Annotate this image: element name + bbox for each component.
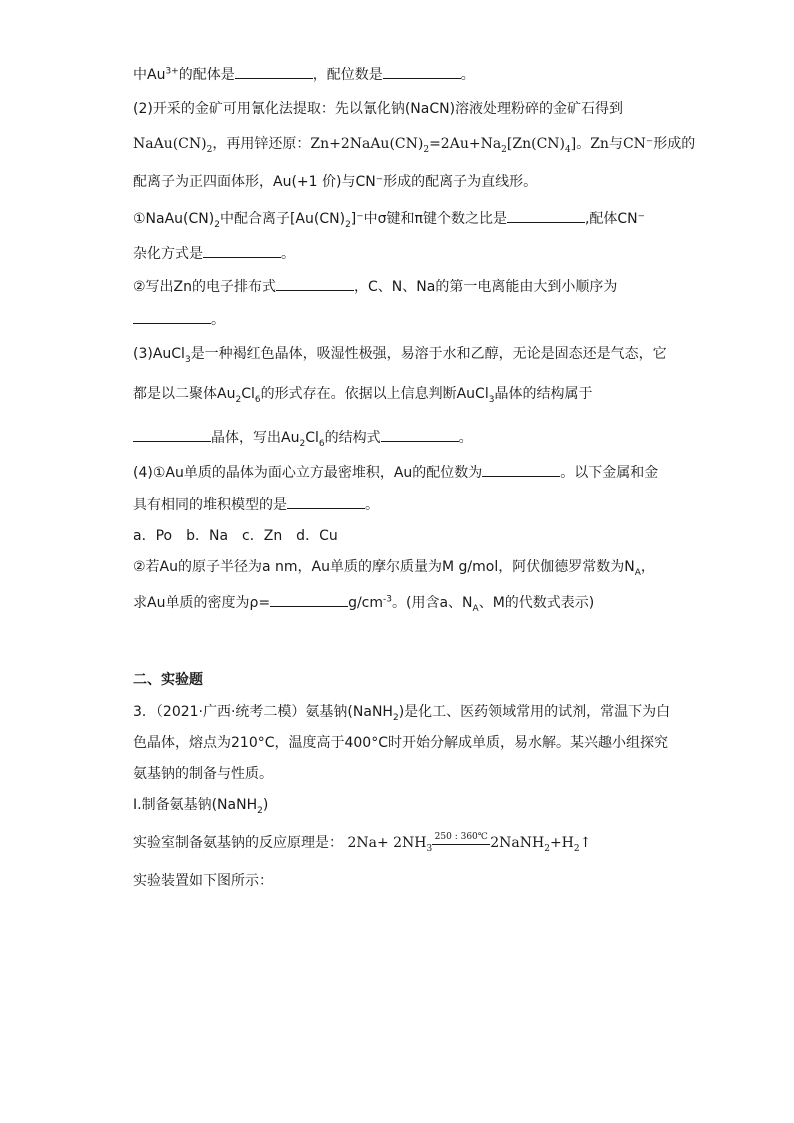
text: 求Au单质的密度为ρ= <box>133 595 271 611</box>
text: ②写出Zn的电子排布式 <box>133 279 277 295</box>
text: ，配位数是 <box>312 67 383 83</box>
text: ,配体CN⁻ <box>584 211 646 227</box>
text: 杂化方式是 <box>133 246 203 262</box>
subscript: 2 <box>206 144 213 155</box>
gas-arrow: ↑ <box>579 835 592 851</box>
subscript: 4 <box>565 144 571 155</box>
line-3 <box>133 134 695 154</box>
reaction-equation <box>347 832 592 854</box>
line-2 <box>133 99 623 119</box>
text: 。 <box>458 430 473 446</box>
option-list: a．Po b．Na c．Zn d．Cu <box>133 528 338 544</box>
subscript: 2 <box>214 219 220 230</box>
text: =2Au+Na <box>429 136 502 152</box>
reactants: 2Na+ 2NH <box>347 835 427 851</box>
text: 的结构式 <box>324 430 381 446</box>
text: 的形式存在。依据以上信息判断AuCl <box>260 386 489 402</box>
text: I.制备氨基钠(NaNH <box>133 797 258 813</box>
text: 实验室制备氨基钠的反应原理是： <box>133 835 343 851</box>
subscript: 2 <box>299 438 306 449</box>
line-10 <box>133 384 592 404</box>
line-12 <box>133 462 658 483</box>
text: 具有相同的堆积模型的是 <box>133 497 287 513</box>
line-15 <box>133 557 655 577</box>
answer-blank[interactable] <box>133 309 211 324</box>
answer-blank[interactable] <box>482 462 560 477</box>
text: 。 <box>211 312 225 328</box>
text: ) <box>262 797 269 813</box>
line-13 <box>133 494 379 515</box>
subscript: 3 <box>184 354 191 365</box>
text: 3．（2021·广西·统考二模）氨基钠(NaNH <box>133 704 393 720</box>
line-9 <box>133 344 667 364</box>
answer-blank[interactable] <box>383 64 461 79</box>
section-heading <box>133 670 203 690</box>
text: 中Au <box>133 67 166 83</box>
text: 。(用含a、N <box>392 595 473 611</box>
equation-bar <box>432 844 490 845</box>
text: ， <box>640 559 655 575</box>
subscript: 3 <box>488 394 495 405</box>
line-1 <box>133 64 475 85</box>
text: 氨基钠的制备与性质。 <box>133 766 273 782</box>
reaction-condition-arrow <box>432 833 490 853</box>
text: 、M的代数式表示) <box>478 595 595 611</box>
text: 晶体，写出Au <box>211 430 300 446</box>
products: +H <box>549 835 574 851</box>
text: ]。Zn与CN⁻形成的 <box>570 136 696 152</box>
subscript: 3 <box>426 843 433 854</box>
text: 中配合离子[Au(CN) <box>219 211 346 227</box>
text: 色晶体，熔点为210°C，温度高于400°C时开始分解成单质，易水解。某兴趣小组探究 <box>133 735 668 751</box>
text: ，C、N、Na的第一电离能由大到小顺序为 <box>354 279 618 295</box>
reaction-equation-line <box>133 833 591 853</box>
subscript: 2 <box>423 144 430 155</box>
formula: NaAu(CN) <box>133 136 207 152</box>
section-title: 二、实验题 <box>133 672 203 688</box>
text: 都是以二聚体Au <box>133 386 236 402</box>
subscript: 2 <box>257 805 263 816</box>
line-7 <box>133 276 617 297</box>
text: g/cm <box>348 595 384 611</box>
subscript: 2 <box>544 843 550 854</box>
text: 是一种褐红色晶体，吸湿性极强，易溶于水和乙醇，无论是固态还是气态，它 <box>190 346 667 362</box>
text: 晶体的结构属于 <box>494 386 593 402</box>
text: Cl <box>305 430 319 446</box>
subscript: 2 <box>235 394 242 405</box>
reaction-condition: 250 : 360℃ <box>434 832 488 842</box>
subscript: 2 <box>392 712 399 723</box>
question-3-apparatus-line <box>133 871 273 891</box>
subscript: A <box>472 603 479 614</box>
subscript: 2 <box>345 219 351 230</box>
text: 。 <box>460 67 475 83</box>
text: 。 <box>281 246 295 262</box>
answer-blank[interactable] <box>507 208 585 223</box>
text: 实验装置如下图所示： <box>133 873 273 889</box>
text: ，再用锌还原：Zn+2NaAu(CN) <box>212 136 424 152</box>
question-3-line-2 <box>133 733 668 753</box>
text: 。 <box>365 497 379 513</box>
answer-blank[interactable] <box>203 243 281 258</box>
products: 2NaNH <box>490 835 545 851</box>
line-4 <box>133 172 537 192</box>
line-16 <box>133 592 594 613</box>
line-11 <box>133 427 473 448</box>
line-8 <box>133 309 225 330</box>
text: ①NaAu(CN) <box>133 211 215 227</box>
answer-blank[interactable] <box>381 427 459 442</box>
answer-blank[interactable] <box>235 64 313 79</box>
text: ]⁻中σ键和π键个数之比是 <box>350 211 507 227</box>
subscript: A <box>634 567 641 578</box>
superscript: 3+ <box>165 66 179 77</box>
subscript: 6 <box>254 394 261 405</box>
answer-blank[interactable] <box>287 494 365 509</box>
text: Cl <box>241 386 255 402</box>
question-3-line-3 <box>133 764 273 784</box>
superscript: -3 <box>383 594 393 605</box>
question-3-line-1 <box>133 702 670 722</box>
text: (4)①Au单质的晶体为面心立方最密堆积，Au的配位数为 <box>133 465 483 481</box>
subscript: 6 <box>318 438 325 449</box>
text: (3)AuCl <box>133 346 185 362</box>
answer-blank[interactable] <box>276 276 354 291</box>
line-5 <box>133 208 645 229</box>
text: )是化工、医药领域常用的试剂，常温下为白 <box>398 704 671 720</box>
line-6 <box>133 243 295 264</box>
question-3-subheading <box>133 795 268 815</box>
text: [Zn(CN) <box>506 136 565 152</box>
subscript: 2 <box>501 144 507 155</box>
answer-blank[interactable] <box>270 592 348 607</box>
answer-blank[interactable] <box>133 427 211 442</box>
subscript: 2 <box>573 843 580 854</box>
text: (2)开采的金矿可用氰化法提取：先以氰化钠(NaCN)溶液处理粉碎的金矿石得到 <box>133 101 624 117</box>
text: 配离子为正四面体形，Au(+1 价)与CN⁻形成的配离子为直线形。 <box>133 174 538 190</box>
text: 的配体是 <box>178 67 235 83</box>
text: 。以下金属和金 <box>560 465 659 481</box>
line-options <box>133 526 338 546</box>
text: ②若Au的原子半径为a nm，Au单质的摩尔质量为M g/mol，阿伏伽德罗常数为N <box>133 559 635 575</box>
